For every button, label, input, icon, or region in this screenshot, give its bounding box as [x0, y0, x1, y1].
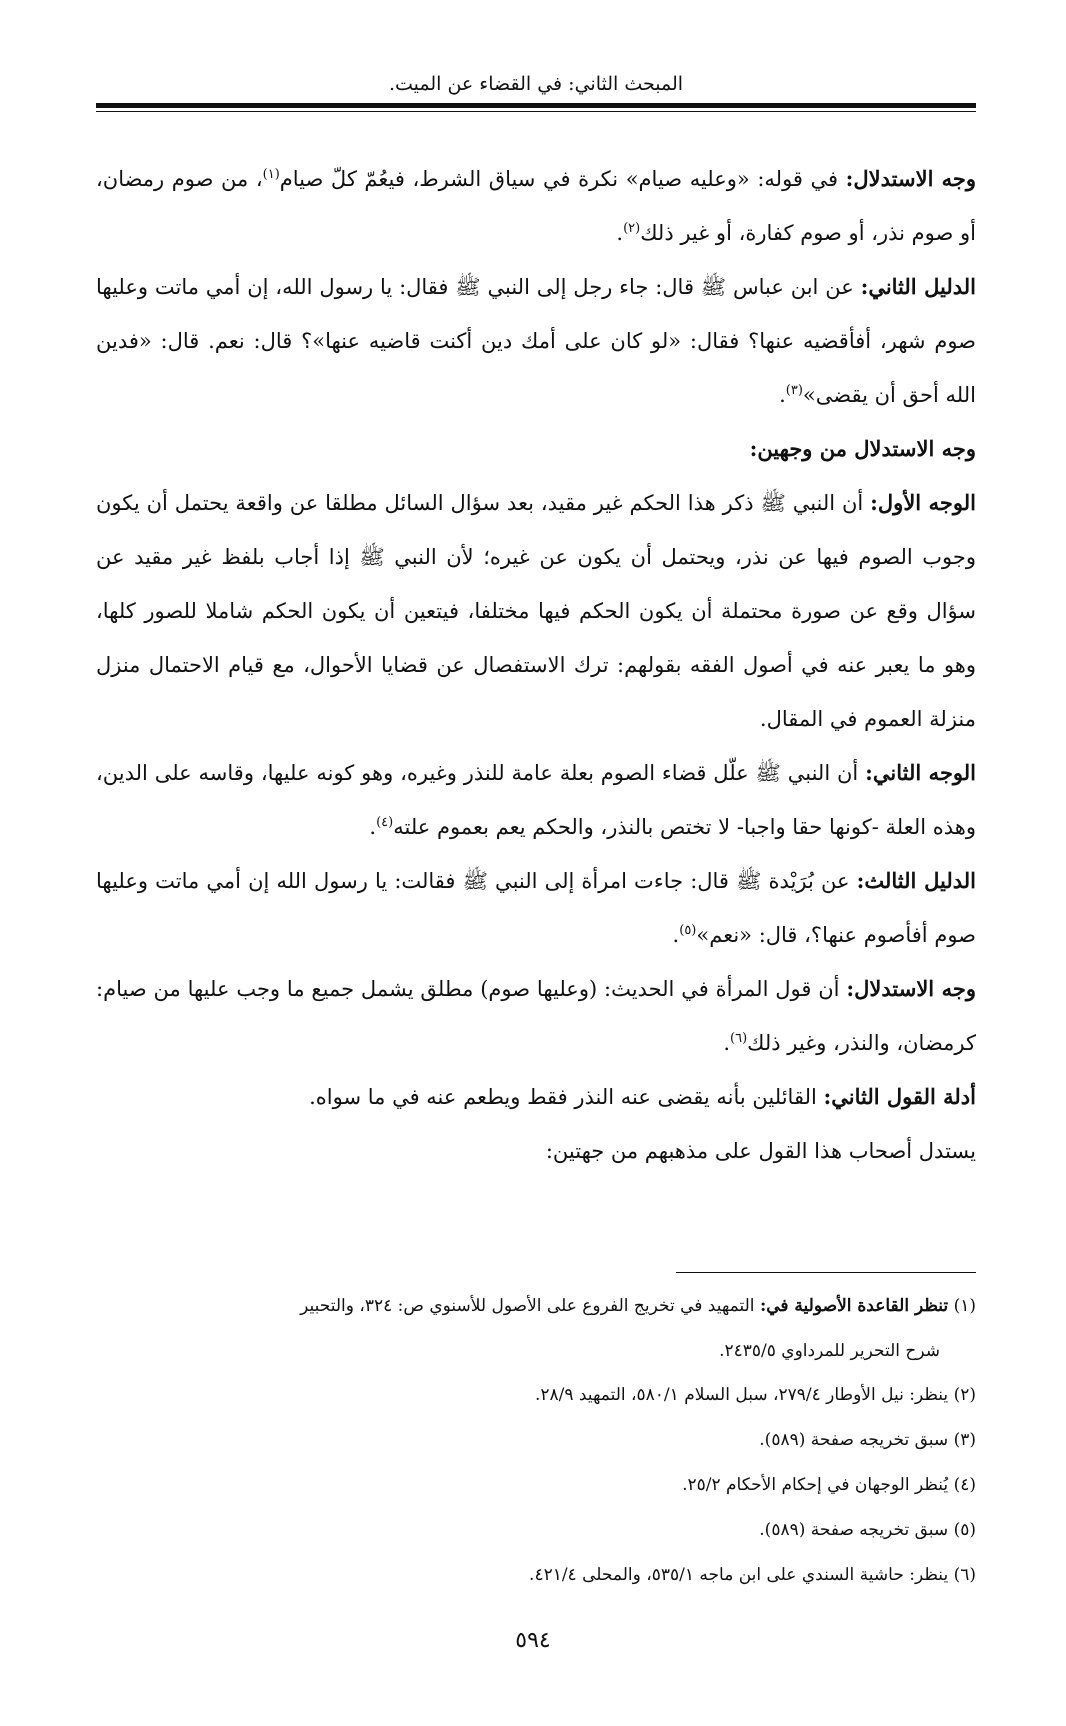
- paragraph-text: في قوله: «وعليه صيام» نكرة في سياق الشرط، فيعُمّ كلّ صيام: [279, 167, 846, 191]
- paragraph-second-opinion-evidence: [96, 1070, 976, 1124]
- paragraph-third-evidence: [96, 854, 976, 962]
- footnote-number: (٥): [953, 1520, 976, 1540]
- paragraph-text: عن ابن عباس ﷺ قال: جاء رجل إلى النبي ﷺ فقال: يا رسول الله، إن أمي ماتت وعليها صوم شهر، أفأقضيه عنها؟ فقال: «لو كان على أمك دين أكنت قاضيه عنها»؟ قال: نعم. قال: «فدين الله أحق أن يقضى»: [96, 275, 976, 407]
- paragraph-text: أن قول المرأة في الحديث: (وعليها صوم) مطلق يشمل جميع ما وجب عليها من صيام: كرمضان، والنذر، وغير ذلك: [96, 977, 976, 1055]
- paragraph-text: .: [779, 383, 786, 407]
- footnote-item: [96, 1418, 976, 1463]
- footnote-text: التمهيد في تخريج الفروع على الأصول للأسنوي ص: ٣٢٤، والتحبير: [300, 1296, 760, 1316]
- paragraph-evidence-aspect-2: [96, 962, 976, 1070]
- footnote-text: ينظر: نيل الأوطار ٢٧٩/٤، سبل السلام ٥٨٠/١، التمهيد ٢٨/٩.: [534, 1385, 949, 1405]
- paragraph-text: يستدل أصحاب هذا القول على مذهبهم من جهتين:: [545, 1139, 976, 1163]
- header-rule-thin: [96, 111, 976, 112]
- paragraph-text: .: [723, 1031, 731, 1055]
- footnote-number: (٤): [953, 1475, 976, 1495]
- paragraph-text: عن بُرَيْدة ﷺ قال: جاءت امرأة إلى النبي ﷺ فقالت: يا رسول الله إن أمي ماتت وعليها صوم أفأصوم عنها؟، قال: «نعم»: [96, 869, 976, 947]
- paragraph-label: أدلة القول الثاني:: [823, 1084, 976, 1109]
- main-text: [96, 152, 976, 1178]
- page-number: ٥٩٤: [515, 1628, 551, 1653]
- header-rule-thick: [96, 103, 976, 108]
- paragraph-label: وجه الاستدلال من وجهين:: [749, 436, 976, 461]
- footnote-item: [96, 1508, 976, 1553]
- footnote-item: [96, 1463, 976, 1508]
- footnote-label: تنظر القاعدة الأصولية في:: [759, 1296, 949, 1316]
- paragraph-evidence-aspect-1: [96, 152, 976, 260]
- footnote-separator: [676, 1272, 976, 1273]
- running-header: المبحث الثاني: في القضاء عن الميت.: [388, 73, 684, 95]
- footnotes: [96, 1284, 976, 1598]
- paragraph-text: أن النبي ﷺ ذكر هذا الحكم غير مقيد، بعد سؤال السائل مطلقا عن واقعة يحتمل أن يكون وجوب الصوم فيها عن نذر، ويحتمل أن يكون عن غيره؛ لأن النبي ﷺ إذا أجاب بلفظ غير مقيد عن سؤال وقع عن صورة محتملة أن يكون الحكم فيها مختلفا، فيتعين أن يكون الحكم شاملا للصور كلها، وهو ما يعبر عنه في أصول الفقه بقولهم: ترك الاستفصال عن قضايا الأحوال، مع قيام الاحتمال منزل منزلة العموم في المقال.: [96, 491, 976, 731]
- paragraph-label: وجه الاستدلال:: [846, 976, 976, 1001]
- paragraph-label: الوجه الثاني:: [865, 760, 977, 785]
- paragraph-text: .: [616, 221, 624, 245]
- footnote-ref[interactable]: (٢): [623, 221, 641, 236]
- footnote-continuation: شرح التحرير للمرداوي ٢٤٣٥/٥.: [719, 1341, 940, 1361]
- footnote-number: (٦): [953, 1565, 976, 1585]
- footnote-text: سبق تخريجه صفحة (٥٨٩).: [759, 1430, 949, 1450]
- footnote-number: (٣): [953, 1430, 976, 1450]
- paragraph-label: وجه الاستدلال:: [845, 166, 977, 191]
- paragraph-first-aspect: [96, 476, 976, 746]
- paragraph-text: القائلين بأنه يقضى عنه النذر فقط ويطعم عنه في ما سواه.: [309, 1085, 824, 1109]
- paragraph-label: الوجه الأول:: [870, 490, 976, 515]
- paragraph-label: الدليل الثالث:: [856, 868, 976, 893]
- paragraph-text: .: [672, 923, 680, 947]
- footnote-item: [96, 1373, 976, 1418]
- paragraph-second-evidence: [96, 260, 976, 422]
- footnote-text: ينظر: حاشية السندي على ابن ماجه ٥٣٥/١، والمحلى ٤٢١/٤.: [529, 1565, 949, 1585]
- footnote-number: (٢): [953, 1385, 976, 1405]
- footnote-number: (١): [953, 1296, 976, 1316]
- paragraph-two-aspects-heading: [96, 422, 976, 476]
- footnote-ref[interactable]: (٤): [376, 815, 394, 830]
- paragraph-text: ، من صوم رمضان، أو صوم نذر، أو صوم كفارة، أو غير ذلك: [96, 167, 976, 245]
- footnote-ref[interactable]: (٦): [730, 1031, 748, 1046]
- footnote-text: يُنظر الوجهان في إحكام الأحكام ٢٥/٢.: [682, 1475, 949, 1495]
- footnote-ref[interactable]: (٣): [785, 383, 803, 398]
- footnote-item: [96, 1553, 976, 1598]
- paragraph-second-aspect: [96, 746, 976, 854]
- paragraph-text: .: [369, 815, 377, 839]
- footnote-ref[interactable]: (٥): [679, 923, 697, 938]
- paragraph-label: الدليل الثاني:: [860, 274, 976, 299]
- paragraph-intro-two-aspects: [96, 1124, 976, 1178]
- footnote-item: [96, 1284, 976, 1373]
- footnote-text: سبق تخريجه صفحة (٥٨٩).: [759, 1520, 949, 1540]
- paragraph-text: أن النبي ﷺ علّل قضاء الصوم بعلة عامة للنذر وغيره، وهو كونه عليها، وقاسه على الدين، وهذه العلة -كونها حقا واجبا- لا تختص بالنذر، والحكم يعم بعموم علته: [96, 761, 976, 839]
- footnote-ref[interactable]: (١): [262, 167, 280, 182]
